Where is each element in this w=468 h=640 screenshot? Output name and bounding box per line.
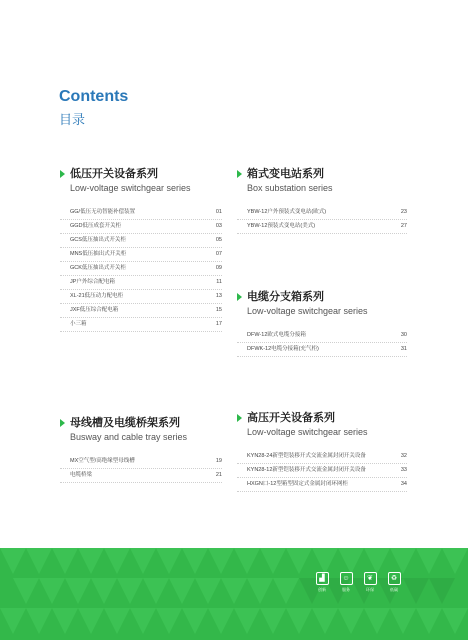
toc-item-label: MX空气型/高绝缘型母线槽 (70, 458, 135, 464)
section-busway (60, 416, 222, 483)
section-heading (60, 167, 222, 194)
toc-item-page: 30 (400, 332, 407, 338)
feature-innovation (310, 572, 334, 592)
toc-item[interactable] (60, 318, 222, 332)
toc-item[interactable] (237, 450, 407, 464)
section-title-cn: 高压开关设备系列 (247, 412, 335, 424)
toc-item-page: 07 (215, 251, 222, 257)
toc-item-page: 21 (215, 472, 222, 478)
feature-label: 创新 (318, 587, 326, 592)
section-title-cn: 箱式变电站系列 (247, 168, 324, 180)
section-title-en: Busway and cable tray series (70, 432, 188, 442)
toc-item-label: YBW-12预装式变电站(美式) (247, 223, 316, 229)
toc-item-label: XL-21低压动力配电柜 (70, 293, 124, 299)
toc-item-page: 09 (215, 265, 222, 271)
toc-item[interactable] (237, 464, 407, 478)
toc-list (237, 206, 407, 234)
section-box-substation (237, 167, 407, 234)
arrow-icon (237, 170, 242, 178)
toc-item[interactable] (237, 206, 407, 220)
feature-label: 低碳 (390, 587, 398, 592)
toc-item-page: 31 (400, 346, 407, 352)
triangle-pattern (0, 548, 468, 640)
contents-title: Contents (59, 88, 129, 105)
toc-item-label: JXF低压综合配电箱 (70, 307, 119, 313)
arrow-icon (237, 293, 242, 301)
arrow-icon (60, 419, 65, 427)
factory-icon: ▟ (316, 572, 329, 585)
toc-item-page: 03 (215, 223, 222, 229)
toc-list (60, 455, 222, 483)
toc-item-page: 17 (215, 321, 222, 327)
recycle-icon: ♻ (388, 572, 401, 585)
toc-item-label: 小三箱 (70, 321, 87, 327)
contents-title-cn: 目录 (59, 112, 86, 127)
section-cable-branch (237, 290, 407, 357)
toc-item-label: GG/低压无功智能补偿装置 (70, 209, 136, 215)
toc-item[interactable] (237, 478, 407, 492)
toc-item-page: 32 (400, 453, 407, 459)
toc-item-label: KYN28-12新型铠装移开式交流金属封闭开关设备 (247, 467, 366, 473)
toc-item-page: 23 (400, 209, 407, 215)
section-heading (237, 290, 407, 317)
toc-item[interactable] (60, 469, 222, 483)
toc-item-label: DFW-12欧式电缆分接箱 (247, 332, 306, 338)
toc-item[interactable] (237, 343, 407, 357)
section-heading (237, 167, 407, 194)
toc-item[interactable] (60, 455, 222, 469)
leaf-icon: ❦ (364, 572, 377, 585)
toc-item-label: GGD低压成套开关柜 (70, 223, 122, 229)
arrow-icon (60, 170, 65, 178)
toc-item[interactable] (60, 248, 222, 262)
toc-item[interactable] (60, 304, 222, 318)
toc-item-label: HXGN口-12型箱型固定式金属封闭环网柜 (247, 481, 348, 487)
section-title-cn: 母线槽及电缆桥架系列 (70, 417, 180, 429)
section-heading (60, 416, 222, 443)
toc-item[interactable] (60, 206, 222, 220)
toc-item-page: 34 (400, 481, 407, 487)
toc-item-page: 05 (215, 237, 222, 243)
toc-item-label: MNS低压抽出式开关柜 (70, 251, 127, 257)
feature-service (334, 572, 358, 592)
section-title-en: Box substation series (247, 183, 333, 193)
toc-item[interactable] (60, 262, 222, 276)
toc-item-label: DFWK-12电缆分接箱(充气柜) (247, 346, 319, 352)
toc-item-label: 电缆桥梁 (70, 472, 93, 478)
section-title-en: Low-voltage switchgear series (70, 183, 191, 193)
toc-item-label: GCK低压抽出式开关柜 (70, 265, 126, 271)
person-icon: ☺ (340, 572, 353, 585)
toc-item-page: 33 (400, 467, 407, 473)
toc-list (237, 450, 407, 492)
toc-item-page: 19 (215, 458, 222, 464)
toc-item-label: KYN28-24新型铠装移开式交流金属封闭开关设备 (247, 453, 366, 459)
toc-item-page: 13 (215, 293, 222, 299)
toc-item-page: 11 (216, 279, 222, 285)
arrow-icon (237, 414, 242, 422)
footer-banner (0, 548, 468, 640)
toc-list (60, 206, 222, 332)
toc-list (237, 329, 407, 357)
toc-item-page: 01 (215, 209, 222, 215)
toc-item-label: GCS低压抽出式开关柜 (70, 237, 126, 243)
toc-item-page: 15 (215, 307, 222, 313)
toc-item-label: YBW-12户外预装式变电站(欧式) (247, 209, 327, 215)
feature-label: 服务 (342, 587, 350, 592)
toc-item-label: JP户外综合配电箱 (70, 279, 115, 285)
toc-item[interactable] (60, 234, 222, 248)
feature-low-carbon (382, 572, 406, 592)
section-title-en: Low-voltage switchgear series (247, 427, 368, 437)
section-high-voltage (237, 411, 407, 492)
section-heading (237, 411, 407, 438)
section-title-cn: 低压开关设备系列 (70, 168, 158, 180)
section-low-voltage (60, 167, 222, 332)
toc-item[interactable] (60, 290, 222, 304)
toc-item[interactable] (60, 276, 222, 290)
section-title-en: Low-voltage switchgear series (247, 306, 368, 316)
toc-item-page: 27 (400, 223, 407, 229)
toc-item[interactable] (237, 329, 407, 343)
feature-eco (358, 572, 382, 592)
toc-item[interactable] (237, 220, 407, 234)
feature-label: 环保 (366, 587, 374, 592)
section-title-cn: 电缆分支箱系列 (247, 291, 324, 303)
toc-item[interactable] (60, 220, 222, 234)
